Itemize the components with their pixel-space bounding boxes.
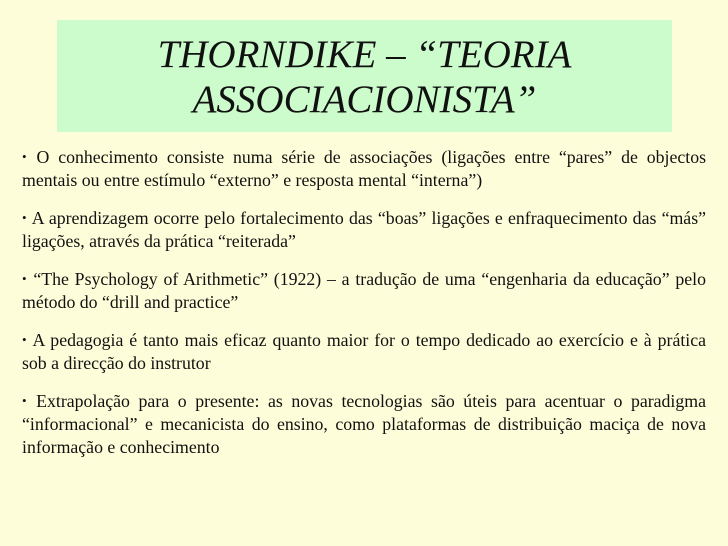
bullet-item (22, 389, 706, 459)
bullet-dot-icon: • (22, 393, 27, 408)
bullet-dot-icon: • (22, 332, 27, 347)
bullet-list (22, 145, 706, 473)
bullet-item (22, 328, 706, 375)
title-box (57, 20, 672, 132)
bullet-text: A aprendizagem ocorre pelo fortalecimento das “boas” ligações e enfraquecimento das “más” ligações, através da prática “reiterada” (22, 208, 707, 251)
bullet-item (22, 206, 706, 253)
bullet-text: A pedagogia é tanto mais eficaz quanto maior for o tempo dedicado ao exercício e à prática sob a direcção do instrutor (22, 330, 706, 373)
bullet-item (22, 267, 706, 314)
bullet-dot-icon: • (22, 271, 27, 286)
bullet-text: “The Psychology of Arithmetic” (1922) – a tradução de uma “engenharia da educação” pelo método do “drill and practice” (22, 269, 706, 312)
slide-title: THORNDIKE – “TEORIA ASSOCIACIONISTA” (157, 33, 572, 121)
bullet-dot-icon: • (22, 210, 27, 225)
bullet-text: Extrapolação para o presente: as novas tecnologias são úteis para acentuar o paradigma “informacional” e mecanicista do ensino, como plataformas de distribuição maciça de nova informação e conhecimento (22, 391, 706, 457)
bullet-text: O conhecimento consiste numa série de associações (ligações entre “pares” de objectos mentais ou entre estímulo “externo” e resposta mental “interna”) (22, 147, 707, 190)
bullet-dot-icon: • (22, 149, 27, 164)
bullet-item (22, 145, 706, 192)
